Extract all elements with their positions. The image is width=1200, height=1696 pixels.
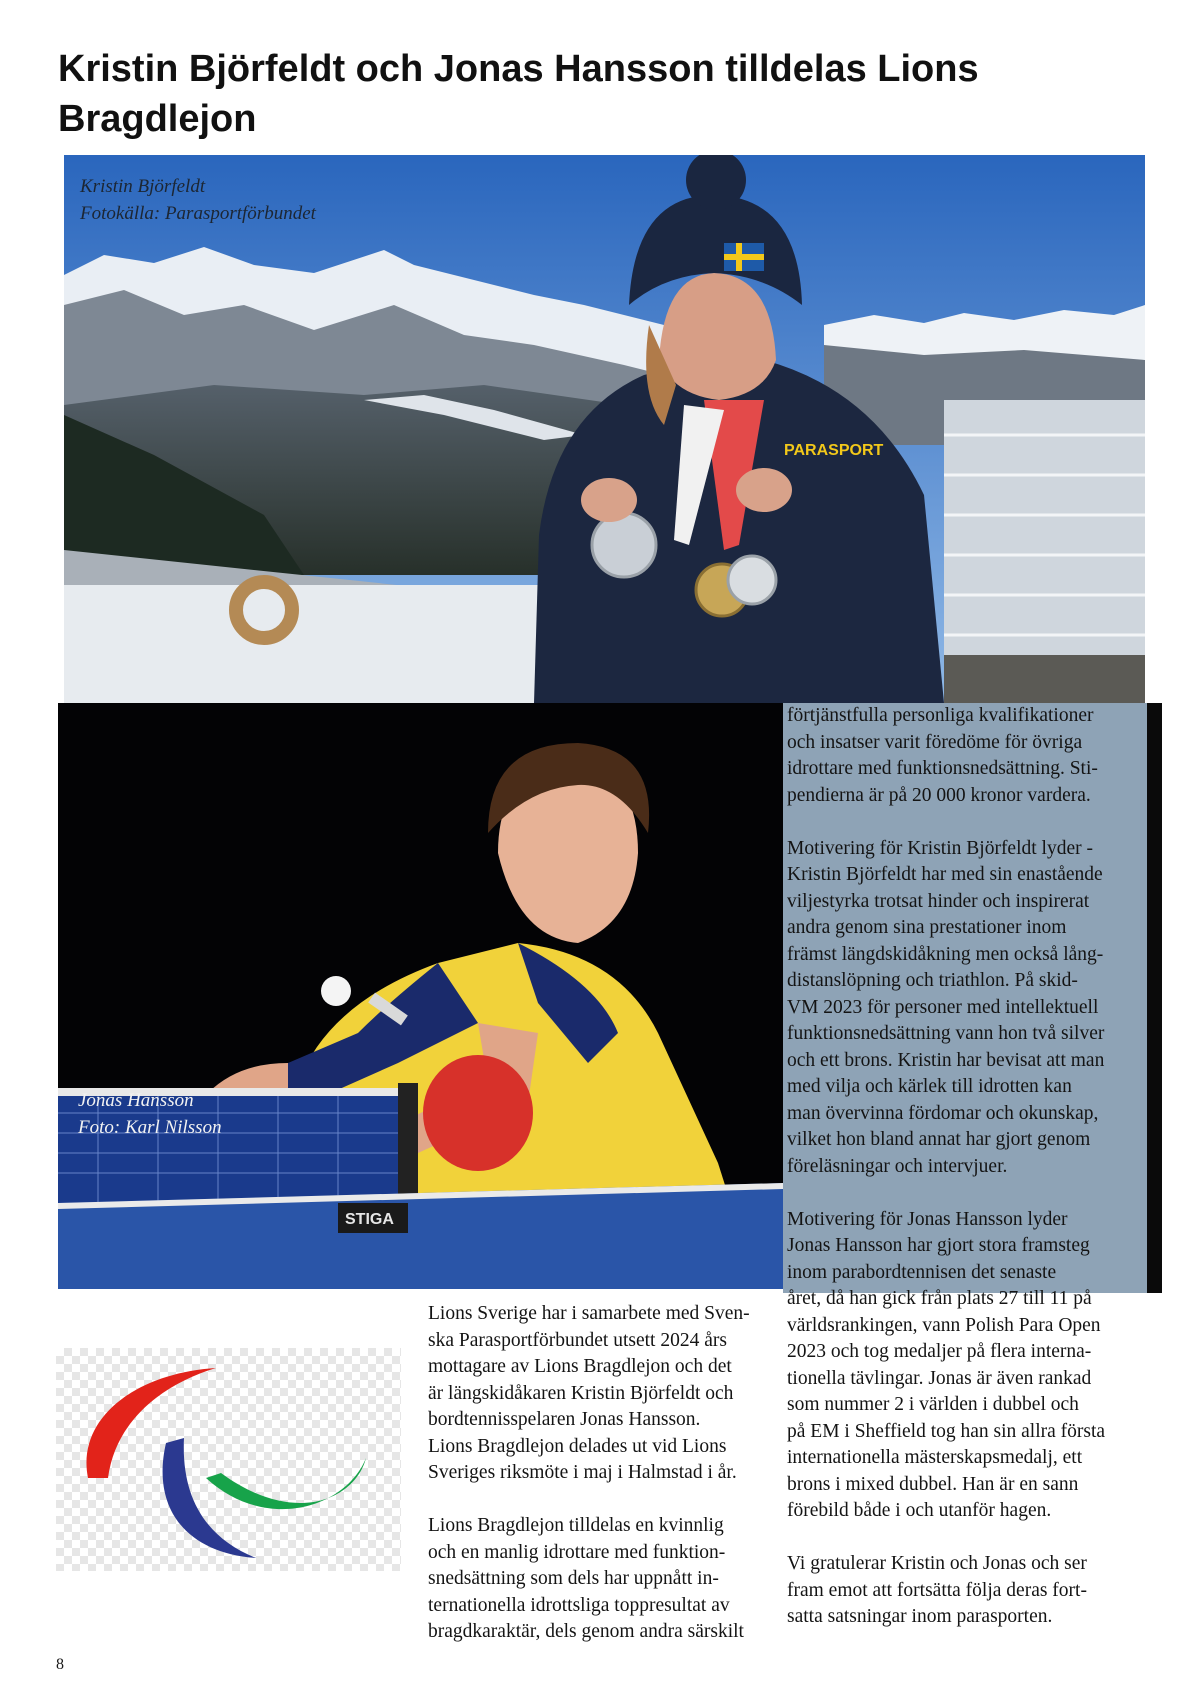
paragraph-gap	[787, 1180, 1143, 1207]
middle-line: Lions Sverige har i samarbete med Sven-	[428, 1303, 750, 1324]
right-line: Jonas Hansson har gjort stora framsteg	[787, 1235, 1090, 1256]
right-line: andra genom sina prestationer inom	[787, 917, 1067, 938]
right-line: främst längdskidåkning men också lång-	[787, 943, 1104, 965]
middle-text-column	[428, 1301, 780, 1646]
middle-line: Sveriges riksmöte i maj i Halmstad i år.	[428, 1462, 737, 1483]
right-line: internationella mästerskapsmedalj, ett	[787, 1447, 1083, 1468]
right-line: brons i mixed dubbel. Han är en sann	[787, 1473, 1079, 1495]
right-line: tionella tävlingar. Jonas är även rankad	[787, 1367, 1092, 1389]
middle-line: snedsättning som dels har uppnått in-	[428, 1568, 719, 1589]
right-line: pendierna är på 20 000 kronor vardera.	[787, 784, 1091, 806]
right-line: som nummer 2 i världen i dubbel och	[787, 1394, 1079, 1415]
middle-line: bordtennisspelaren Jonas Hansson.	[428, 1409, 701, 1430]
photo2-caption-credit: Foto: Karl Nilsson	[78, 1117, 222, 1138]
right-text-column	[787, 703, 1143, 1631]
right-line: förtjänstfulla personliga kvalifikationer	[787, 705, 1094, 726]
mountain-scene-illustration	[64, 155, 1145, 703]
right-line: föreläsningar och intervjuer.	[787, 1155, 1008, 1177]
middle-line: ternationella idrottsliga toppresultat av	[428, 1594, 730, 1616]
right-line: världsrankingen, vann Polish Para Open	[787, 1314, 1101, 1336]
paragraph-gap	[787, 809, 1143, 836]
middle-line: ska Parasportförbundet utsett 2024 års	[428, 1329, 727, 1351]
middle-line: bragdkaraktär, dels genom andra särskilt	[428, 1621, 744, 1642]
right-line: man övervinna fördomar och okunskap,	[787, 1102, 1099, 1124]
jonas-hansson-photo	[58, 703, 783, 1289]
agitos-icon	[56, 1348, 401, 1571]
paralympic-logo	[56, 1348, 401, 1571]
right-line: och ett brons. Kristin har bevisat att man	[787, 1049, 1105, 1071]
right-line: satta satsningar inom parasporten.	[787, 1606, 1053, 1627]
right-line: VM 2023 för personer med intellektuell	[787, 996, 1099, 1018]
paragraph-gap	[428, 1487, 780, 1514]
right-line: på EM i Sheffield tog han sin allra första	[787, 1420, 1106, 1442]
jacket-print: PARASPORT	[784, 442, 884, 459]
paragraph-gap	[787, 1525, 1143, 1552]
photo2-caption-name: Jonas Hansson	[78, 1090, 194, 1111]
right-line: idrottare med funktionsnedsättning. Sti-	[787, 758, 1098, 779]
right-line: Kristin Björfeldt har med sin enastående	[787, 864, 1103, 885]
middle-line: är längskidåkaren Kristin Björfeldt och	[428, 1382, 734, 1404]
right-line: funktionsnedsättning vann hon två silver	[787, 1023, 1105, 1044]
right-line: Motivering för Jonas Hansson lyder	[787, 1208, 1068, 1230]
page-number: 8	[56, 1656, 64, 1673]
kristin-bjorfeldt-photo	[64, 155, 1145, 703]
photo2-caption	[78, 1087, 222, 1141]
right-line: året, då han gick från plats 27 till 11 på	[787, 1288, 1092, 1309]
text-panel-edge	[1147, 703, 1162, 1293]
right-line: med vilja och kärlek till idrotten kan	[787, 1076, 1072, 1097]
right-line: Vi gratulerar Kristin och Jonas och ser	[787, 1553, 1087, 1574]
middle-line: mottagare av Lions Bragdlejon och det	[428, 1356, 732, 1377]
right-line: vilket hon bland annat har gjort genom	[787, 1129, 1091, 1150]
middle-line: Lions Bragdlejon delades ut vid Lions	[428, 1435, 727, 1457]
right-line: Motivering för Kristin Björfeldt lyder -	[787, 837, 1093, 859]
photo1-caption	[80, 173, 316, 227]
right-line: inom parabordtennisen det senaste	[787, 1261, 1057, 1283]
photo1-caption-name: Kristin Björfeldt	[80, 176, 206, 197]
right-line: förebild både i och utanför hagen.	[787, 1500, 1052, 1521]
photo1-caption-credit: Fotokälla: Parasportförbundet	[80, 203, 316, 224]
article-headline: Kristin Björfeldt och Jonas Hansson tilldelas Lions Bragdlejon	[58, 48, 979, 140]
middle-line: och en manlig idrottare med funktion-	[428, 1541, 726, 1563]
table-brand-text: STIGA	[345, 1211, 394, 1228]
right-line: distanslöpning och triathlon. På skid-	[787, 970, 1078, 991]
right-line: 2023 och tog medaljer på flera interna-	[787, 1341, 1092, 1362]
right-line: viljestyrka trotsat hinder och inspirerat	[787, 890, 1090, 912]
table-tennis-scene-illustration	[58, 703, 783, 1289]
right-line: fram emot att fortsätta följa deras fort-	[787, 1579, 1087, 1601]
middle-line: Lions Bragdlejon tilldelas en kvinnlig	[428, 1515, 724, 1536]
right-line: och insatser varit föredöme för övriga	[787, 731, 1083, 753]
